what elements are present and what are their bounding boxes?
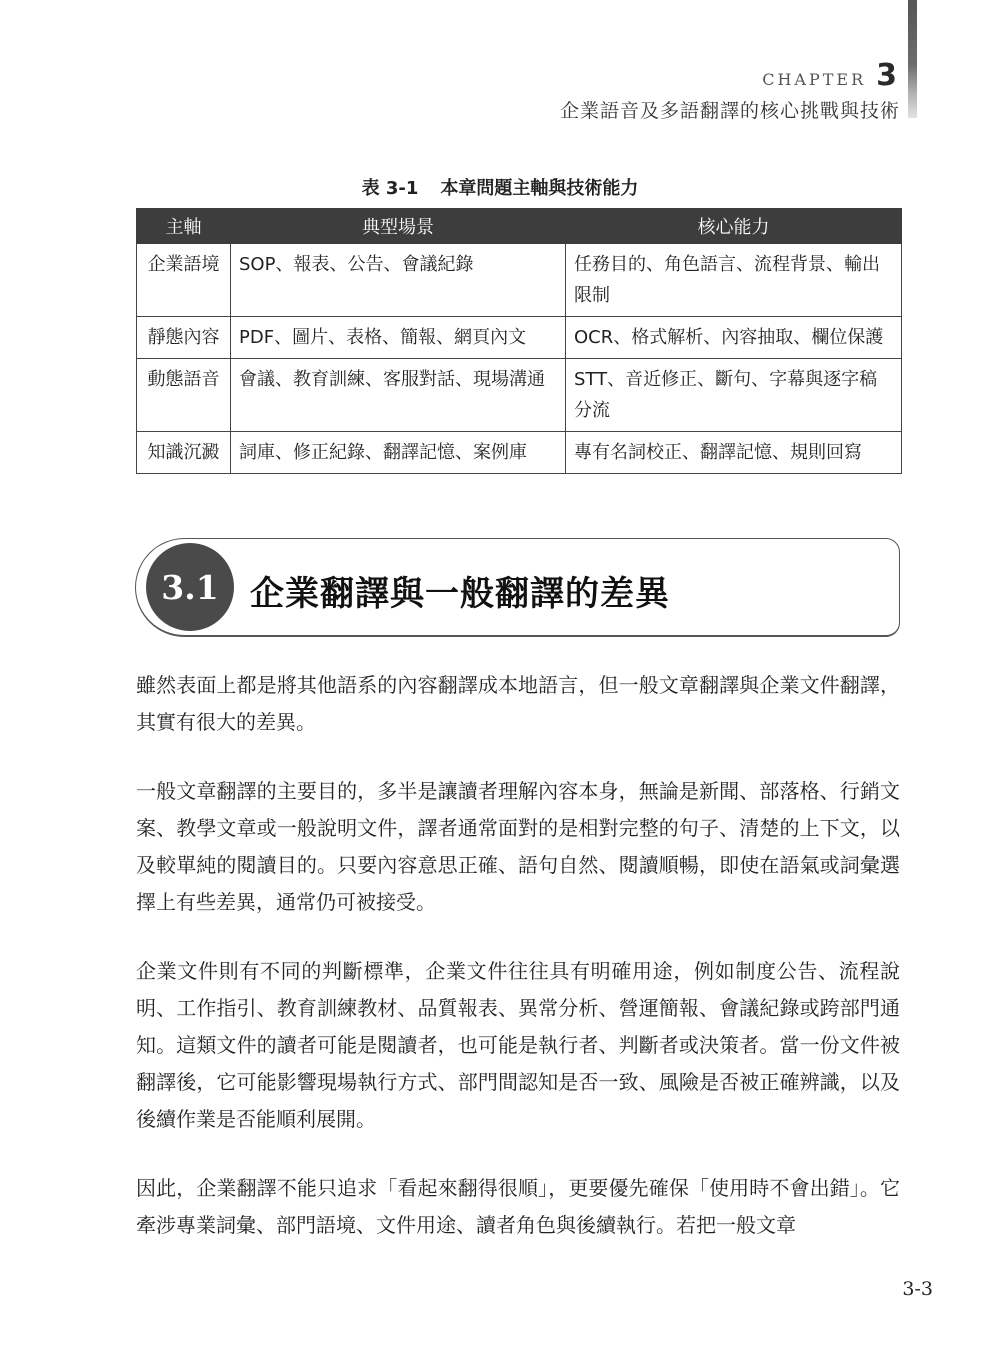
- table-cell-scenario: PDF、圖片、表格、簡報、網頁內文: [231, 317, 566, 359]
- table-cell-capability: STT、音近修正、斷句、字幕與逐字稿分流: [566, 359, 902, 432]
- table-header-cell: 核心能力: [566, 209, 902, 244]
- table-row: [137, 317, 902, 359]
- table-cell-axis: 靜態內容: [137, 317, 231, 359]
- table-row: [137, 359, 902, 432]
- chapter-number: 3: [876, 58, 897, 93]
- table-row: [137, 432, 902, 474]
- chapter-edge-bar: [908, 0, 917, 118]
- table-row: [137, 244, 902, 317]
- table-caption-title: 本章問題主軸與技術能力: [440, 178, 639, 199]
- table-header-row: [137, 209, 902, 244]
- table-cell-capability: OCR、格式解析、內容抽取、欄位保護: [566, 317, 902, 359]
- body-text: [136, 667, 900, 1276]
- table-cell-capability: 專有名詞校正、翻譯記憶、規則回寫: [566, 432, 902, 474]
- paragraph: 企業文件則有不同的判斷標準，企業文件往往具有明確用途，例如制度公告、流程說明、工作指引、教育訓練教材、品質報表、異常分析、營運簡報、會議紀錄或跨部門通知。這類文件的讀者可能是閱讀者，也可能是執行者、判斷者或決策者。當一份文件被翻譯後，它可能影響現場執行方式、部門間認知是否一致、風險是否被正確辨識，以及後續作業是否能順利展開。: [136, 959, 900, 1131]
- table-cell-scenario: SOP、報表、公告、會議紀錄: [231, 244, 566, 317]
- table-cell-axis: 企業語境: [137, 244, 231, 317]
- chapter-title: 企業語音及多語翻譯的核心挑戰與技術: [559, 100, 900, 122]
- table-caption-number: 表 3-1: [361, 178, 419, 199]
- table-cell-axis: 動態語音: [137, 359, 231, 432]
- section-title: 企業翻譯與一般翻譯的差異: [250, 574, 670, 614]
- table-cell-axis: 知識沉澱: [137, 432, 231, 474]
- page-number: 3-3: [902, 1278, 933, 1300]
- table-cell-scenario: 會議、教育訓練、客服對話、現場溝通: [231, 359, 566, 432]
- paragraph: 一般文章翻譯的主要目的，多半是讓讀者理解內容本身，無論是新聞、部落格、行銷文案、教學文章或一般說明文件，譯者通常面對的是相對完整的句子、清楚的上下文，以及較單純的閱讀目的。只要內容意思正確、語句自然、閱讀順暢，即使在語氣或詞彙選擇上有些差異，通常仍可被接受。: [136, 779, 900, 914]
- table-cell-scenario: 詞庫、修正紀錄、翻譯記憶、案例庫: [231, 432, 566, 474]
- table-cell-capability: 任務目的、角色語言、流程背景、輸出限制: [566, 244, 902, 317]
- chapter-label: CHAPTER: [762, 70, 867, 89]
- paragraph: 因此，企業翻譯不能只追求「看起來翻得很順」，更要優先確保「使用時不會出錯」。它牽涉專業詞彙、部門語境、文件用途、讀者角色與後續執行。若把一般文章: [136, 1176, 900, 1237]
- table-header-cell: 主軸: [137, 209, 231, 244]
- section-number-badge: 3.1: [146, 543, 234, 631]
- paragraph: 雖然表面上都是將其他語系的內容翻譯成本地語言，但一般文章翻譯與企業文件翻譯，其實有很大的差異。: [136, 673, 900, 734]
- chapter-header: [762, 58, 897, 93]
- axis-capability-table: [136, 208, 902, 474]
- table-header-cell: 典型場景: [231, 209, 566, 244]
- table-caption: [0, 174, 1000, 200]
